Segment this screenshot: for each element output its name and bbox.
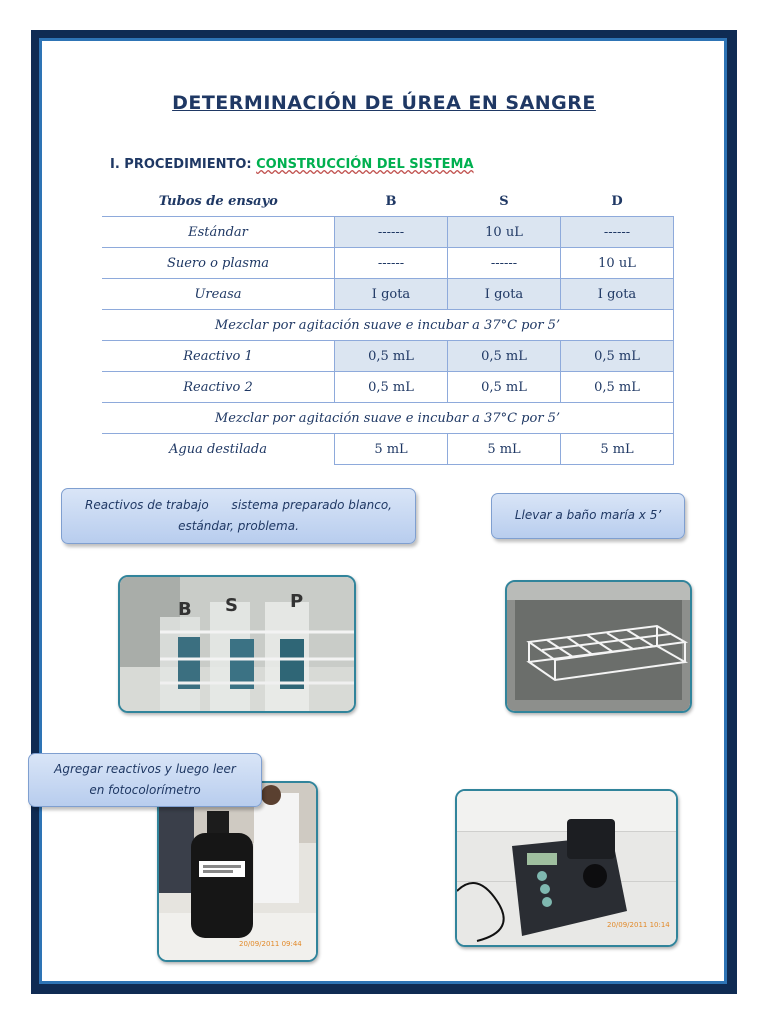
table-cell: 10 uL xyxy=(448,217,561,248)
merged-instruction: Mezclar por agitación suave e incubar a 37°C por 5’ xyxy=(102,403,674,434)
tube-label-b: B xyxy=(178,599,192,620)
table-cell: ------ xyxy=(448,248,561,279)
callout-reactivos-line2: estándar, problema. xyxy=(178,519,299,533)
photo-test-tubes xyxy=(118,575,356,713)
table-row xyxy=(102,248,674,279)
table-cell: 0,5 mL xyxy=(561,372,674,403)
section-heading xyxy=(110,157,474,172)
table-row xyxy=(102,434,674,465)
table-cell: 5 mL xyxy=(561,434,674,465)
header-cell: S xyxy=(499,193,509,209)
bottle-timestamp: 20/09/2011 09:44 xyxy=(239,940,302,948)
table-cell: ------ xyxy=(335,217,448,248)
row-label: Reactivo 1 xyxy=(102,341,335,372)
table-cell: ------ xyxy=(561,217,674,248)
photo-reagent-bottle xyxy=(157,781,318,962)
table-cell: ------ xyxy=(335,248,448,279)
table-row xyxy=(102,341,674,372)
row-label: Suero o plasma xyxy=(102,248,335,279)
merged-instruction: Mezclar por agitación suave e incubar a 37°C por 5’ xyxy=(102,310,674,341)
table-cell: 5 mL xyxy=(335,434,448,465)
photo-water-bath xyxy=(505,580,692,713)
callout-reactivos-line1: Reactivos de trabajo sistema preparado blanco, xyxy=(85,498,392,512)
photometer-timestamp: 20/09/2011 10:14 xyxy=(607,921,670,929)
table-cell: 10 uL xyxy=(561,248,674,279)
callout-bano-maria: Llevar a baño maría x 5’ xyxy=(491,493,685,539)
table-cell: 0,5 mL xyxy=(561,341,674,372)
table-row-merged xyxy=(102,310,674,341)
table-row xyxy=(102,372,674,403)
procedure-table xyxy=(102,186,674,465)
table-cell: 0,5 mL xyxy=(448,372,561,403)
table-cell: 0,5 mL xyxy=(335,372,448,403)
header-cell: B xyxy=(385,193,397,209)
callout-agregar-reactivos xyxy=(28,753,262,807)
header-cell: D xyxy=(611,193,623,209)
row-label: Ureasa xyxy=(102,279,335,310)
row-label: Reactivo 2 xyxy=(102,372,335,403)
table-cell: I gota xyxy=(335,279,448,310)
callout-agregar-line2: en fotocolorímetro xyxy=(89,783,201,797)
page-title: DETERMINACIÓN DE ÚREA EN SANGRE xyxy=(172,92,596,114)
table-header-row xyxy=(102,186,674,217)
table-cell: I gota xyxy=(448,279,561,310)
photo-photometer xyxy=(455,789,678,947)
table-cell: 5 mL xyxy=(448,434,561,465)
table-cell: 0,5 mL xyxy=(448,341,561,372)
row-label: Estándar xyxy=(102,217,335,248)
row-label: Agua destilada xyxy=(102,434,335,465)
section-name: CONSTRUCCIÓN DEL SISTEMA xyxy=(256,157,474,172)
table-cell: I gota xyxy=(561,279,674,310)
tube-label-p: P xyxy=(290,591,304,612)
tube-label-s: S xyxy=(225,595,238,616)
callout-reactivos xyxy=(61,488,416,544)
header-cell: Tubos de ensayo xyxy=(158,193,278,209)
section-prefix: I. PROCEDIMIENTO: xyxy=(110,157,252,172)
table-cell: 0,5 mL xyxy=(335,341,448,372)
table-row-merged xyxy=(102,403,674,434)
table-row xyxy=(102,217,674,248)
callout-agregar-line1: Agregar reactivos y luego leer xyxy=(54,762,236,776)
table-row xyxy=(102,279,674,310)
